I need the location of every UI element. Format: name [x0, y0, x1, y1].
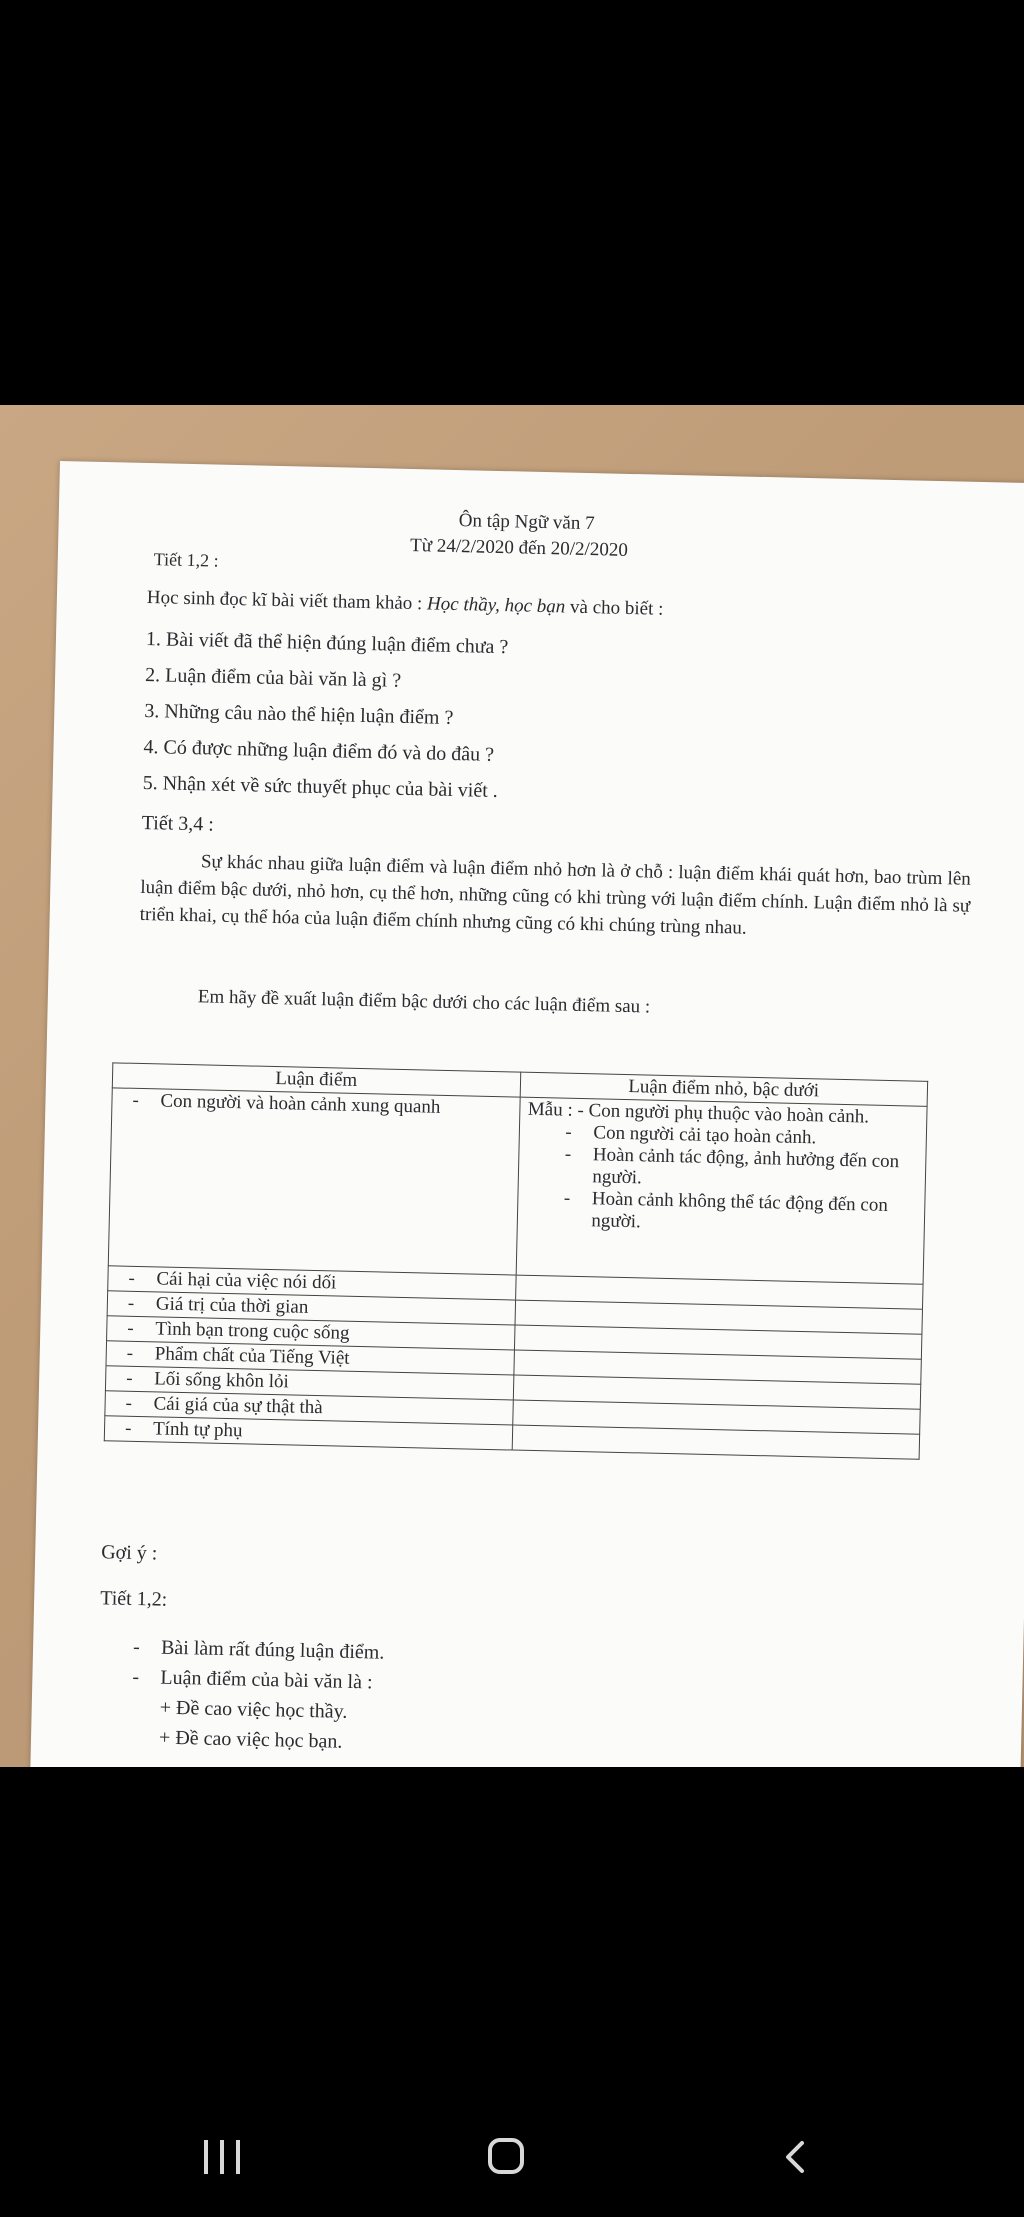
home-icon[interactable] — [488, 2138, 524, 2174]
table-cell: - Tính tự phụ — [104, 1416, 512, 1450]
hint-text: Bài làm rất đúng luận điểm. — [160, 1636, 385, 1664]
question-1: 1. Bài viết đã thể hiện đúng luận điểm chưa ? — [145, 627, 509, 659]
hint-item: - Luận điểm của bài văn là : — [132, 1665, 373, 1694]
point-text: Cái giá của sự thật thà — [153, 1393, 323, 1419]
point-text: Giá trị của thời gian — [155, 1293, 309, 1318]
table-cell: - Giá trị của thời gian — [107, 1291, 515, 1325]
table-cell: - Tình bạn trong cuộc sống — [107, 1316, 515, 1350]
table-cell: - Con người và hoàn cảnh xung quanh — [108, 1088, 519, 1275]
worksheet-paper — [30, 461, 1024, 1767]
header-main-point: Luận điểm — [112, 1063, 520, 1097]
points-table — [104, 1062, 928, 1459]
point-text: Lối sống khôn lỏi — [153, 1368, 289, 1393]
paragraph-text: Sự khác nhau giữa luận điểm và luận điểm nhỏ hơn là ở chỗ : luận điểm khái quát hơn, bao trùm lên luận điểm bậc dưới, nhỏ hơn, cụ thể hơn, những cũng có khi trùng với luận điểm chính. Luận điểm nhỏ là sự triển khai, cụ thể hóa của luận điểm chính nhưng cũng có khi chúng trùng nhau. — [139, 851, 971, 939]
hint-point: + Đề cao việc học thầy. — [159, 1696, 348, 1723]
intro-title: Học thầy, học bạn — [426, 593, 566, 618]
question-5: 5. Nhận xét về sức thuyết phục của bài viết . — [142, 771, 499, 803]
sub-point: - Hoàn cảnh tác động, ảnh hưởng đến con người. — [556, 1143, 917, 1195]
point-text: Tính tự phụ — [152, 1418, 243, 1442]
first-point: Con người và hoàn cảnh xung quanh — [160, 1090, 441, 1118]
table-cell: - Cái hại của việc nói dối — [108, 1266, 516, 1300]
section1-intro — [147, 587, 664, 622]
table-row — [108, 1088, 927, 1284]
sub-point: - Con người cải tạo hoàn cảnh. — [557, 1121, 918, 1151]
sample-answer: Mẫu : - Con người phụ thuộc vào hoàn cảnh. — [527, 1098, 870, 1128]
question-3: 3. Những câu nào thể hiện luận điểm ? — [144, 699, 454, 729]
table-cell: - Phẩm chất của Tiếng Việt — [106, 1341, 514, 1375]
date-range: Từ 24/2/2020 đến 20/2/2020 — [409, 534, 629, 561]
table-cell: - Lối sống khôn lỏi — [105, 1366, 513, 1400]
recent-apps-icon[interactable] — [204, 2140, 240, 2174]
sub-point: - Hoàn cảnh không thể tác động đến con người. — [555, 1187, 916, 1239]
intro-suffix: và cho biết : — [565, 596, 664, 620]
point-text: Cái hại của việc nói dối — [156, 1268, 337, 1294]
hint-point: + Đề cao việc học bạn. — [158, 1726, 343, 1753]
point-text: Tình bạn trong cuộc sống — [155, 1318, 350, 1344]
section2-heading: Tiết 3,4 : — [141, 811, 215, 836]
question-2: 2. Luận điểm của bài văn là gì ? — [144, 663, 402, 692]
document-title: Ôn tập Ngữ văn 7 — [458, 510, 595, 535]
task-instruction: Em hãy đề xuất luận điểm bậc dưới cho các luận điểm sau : — [197, 986, 651, 1018]
intro-prefix: Học sinh đọc kĩ bài viết tham khảo : — [146, 587, 428, 615]
hints-subheading: Tiết 1,2: — [99, 1587, 168, 1611]
section1-heading: Tiết 1,2 : — [153, 549, 219, 571]
table-cell — [516, 1097, 927, 1284]
section2-paragraph — [139, 847, 971, 947]
back-icon[interactable] — [780, 2140, 810, 2174]
header-sub-point: Luận điểm nhỏ, bậc dưới — [520, 1072, 928, 1106]
table-cell: - Cái giá của sự thật thà — [105, 1391, 513, 1425]
hint-text: Luận điểm của bài văn là : — [160, 1666, 373, 1694]
hint-item: - Bài làm rất đúng luận điểm. — [132, 1635, 385, 1664]
point-text: Phẩm chất của Tiếng Việt — [154, 1343, 350, 1369]
android-nav-bar — [0, 2080, 1024, 2217]
hints-heading: Gợi ý : — [101, 1541, 158, 1565]
question-4: 4. Có được những luận điểm đó và do đâu ? — [143, 735, 495, 766]
document-photo — [0, 405, 1024, 1767]
